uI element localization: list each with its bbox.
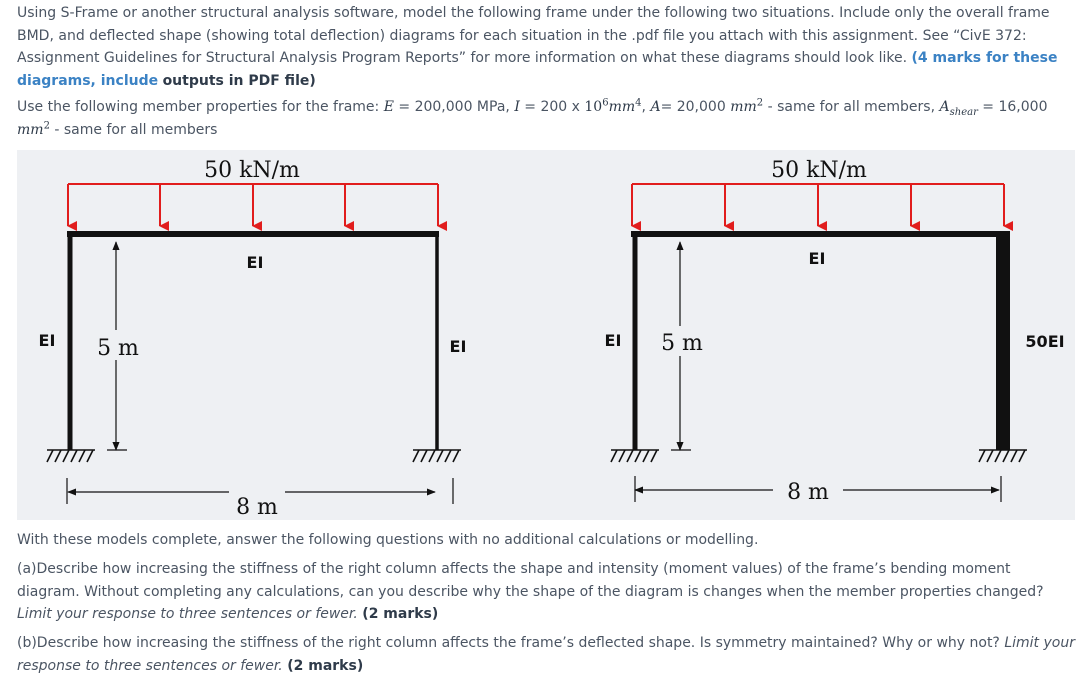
right-frame bbox=[605, 158, 1065, 506]
left-load-label: 50 kN/m bbox=[204, 158, 300, 183]
left-left-col-label: EI bbox=[38, 331, 56, 350]
ashear-sub: shear bbox=[949, 106, 978, 118]
intro-text: Using S-Frame or another structural analysis software, model the following frame under the following two situations. Include only the overall frame BMD, and deflected shape (showing total deflection) diagrams for each situation in the .pdf file you attach with this assignment. See “CivE 372: Assignment Guidelines for Structural Analysis Program Reports” for more information on what these diagrams should look like. bbox=[17, 5, 1050, 66]
right-fixed-support-left bbox=[611, 450, 659, 462]
properties-paragraph: Use the following member properties for the frame: E = 200,000 MPa, I = 200 x $10^6mm^4$, A= 20,000 $mm^2$ - same for all members, $A_{shear} = 16,000$ $mm^2$ - same for all members bbox=[17, 97, 1048, 138]
frame-diagrams bbox=[17, 150, 1075, 520]
right-fixed-support-right bbox=[979, 450, 1027, 462]
question-a-text: (a)Describe how increasing the stiffness of the right column affects the shape and intensity (moment values) of the frame’s bending moment diagram. Without completing any calculations, can you describe why the shape of the diagram is changes when the member properties changed? bbox=[17, 561, 1044, 600]
question-b-limit: Limit your response to three sentences or fewer. bbox=[17, 635, 1075, 674]
properties-lead: Use the following member properties for the frame: bbox=[17, 99, 384, 115]
i-unit: mm bbox=[608, 99, 636, 115]
a-symbol: A bbox=[650, 99, 661, 115]
e-symbol: E bbox=[383, 99, 394, 115]
left-fixed-support-right bbox=[413, 450, 461, 462]
i-exp: 6 bbox=[602, 97, 609, 109]
left-height-label: 5 m bbox=[97, 336, 139, 361]
intro-paragraph bbox=[17, 2, 1075, 92]
question-a-limit: Limit your response to three sentences or fewer. bbox=[17, 606, 358, 622]
marks-highlight: (4 marks for these diagrams, include bbox=[17, 50, 1058, 89]
question-a bbox=[17, 558, 1075, 626]
a-unit-exp: 2 bbox=[756, 97, 764, 109]
right-height-label: 5 m bbox=[661, 331, 703, 356]
a-value: = 20,000 bbox=[660, 99, 731, 115]
ashear-unit: mm bbox=[17, 121, 44, 138]
question-b-text: (b)Describe how increasing the stiffness of the right column affects the frame’s deflected shape. Is symmetry maintained? Why or why not? bbox=[17, 635, 1000, 651]
right-load-label: 50 kN/m bbox=[771, 158, 867, 183]
right-distributed-load bbox=[632, 184, 1004, 226]
after-figure-sentence: With these models complete, answer the following questions with no additional calculations or modelling. bbox=[17, 532, 759, 548]
ashear-symbol: A bbox=[939, 99, 950, 115]
right-right-col-label: 50EI bbox=[1025, 332, 1065, 351]
left-beam-label: EI bbox=[246, 253, 264, 272]
a-unit: mm bbox=[730, 99, 757, 115]
left-right-col-label: EI bbox=[449, 337, 467, 356]
right-left-col-label: EI bbox=[604, 331, 622, 350]
ashear-unit-exp: 2 bbox=[43, 119, 50, 131]
frame-figure bbox=[17, 150, 1075, 520]
question-b-marks: (2 marks) bbox=[287, 657, 364, 674]
a-tail: - same for all members, bbox=[763, 99, 940, 115]
marks-rest: outputs in PDF file) bbox=[162, 72, 316, 89]
left-fixed-support-left bbox=[47, 450, 95, 462]
right-beam-label: EI bbox=[808, 249, 826, 268]
i-value: = 200 x bbox=[519, 99, 585, 115]
e-value: = 200,000 MPa, bbox=[393, 99, 515, 115]
left-distributed-load bbox=[68, 184, 438, 226]
properties-tail: - same for all members bbox=[49, 121, 218, 138]
question-b bbox=[17, 632, 1075, 677]
left-span-label: 8 m bbox=[236, 495, 278, 520]
after-figure-text bbox=[17, 529, 1075, 552]
i-num: 10 bbox=[584, 99, 603, 115]
left-frame bbox=[39, 158, 467, 520]
i-unit-exp: 4 bbox=[635, 97, 642, 109]
i-symbol: I bbox=[514, 99, 520, 115]
ashear-value: = 16,000 bbox=[977, 99, 1048, 115]
right-span-label: 8 m bbox=[787, 480, 829, 505]
question-a-marks: (2 marks) bbox=[362, 606, 439, 622]
right-column-right-stiff bbox=[996, 231, 1010, 450]
